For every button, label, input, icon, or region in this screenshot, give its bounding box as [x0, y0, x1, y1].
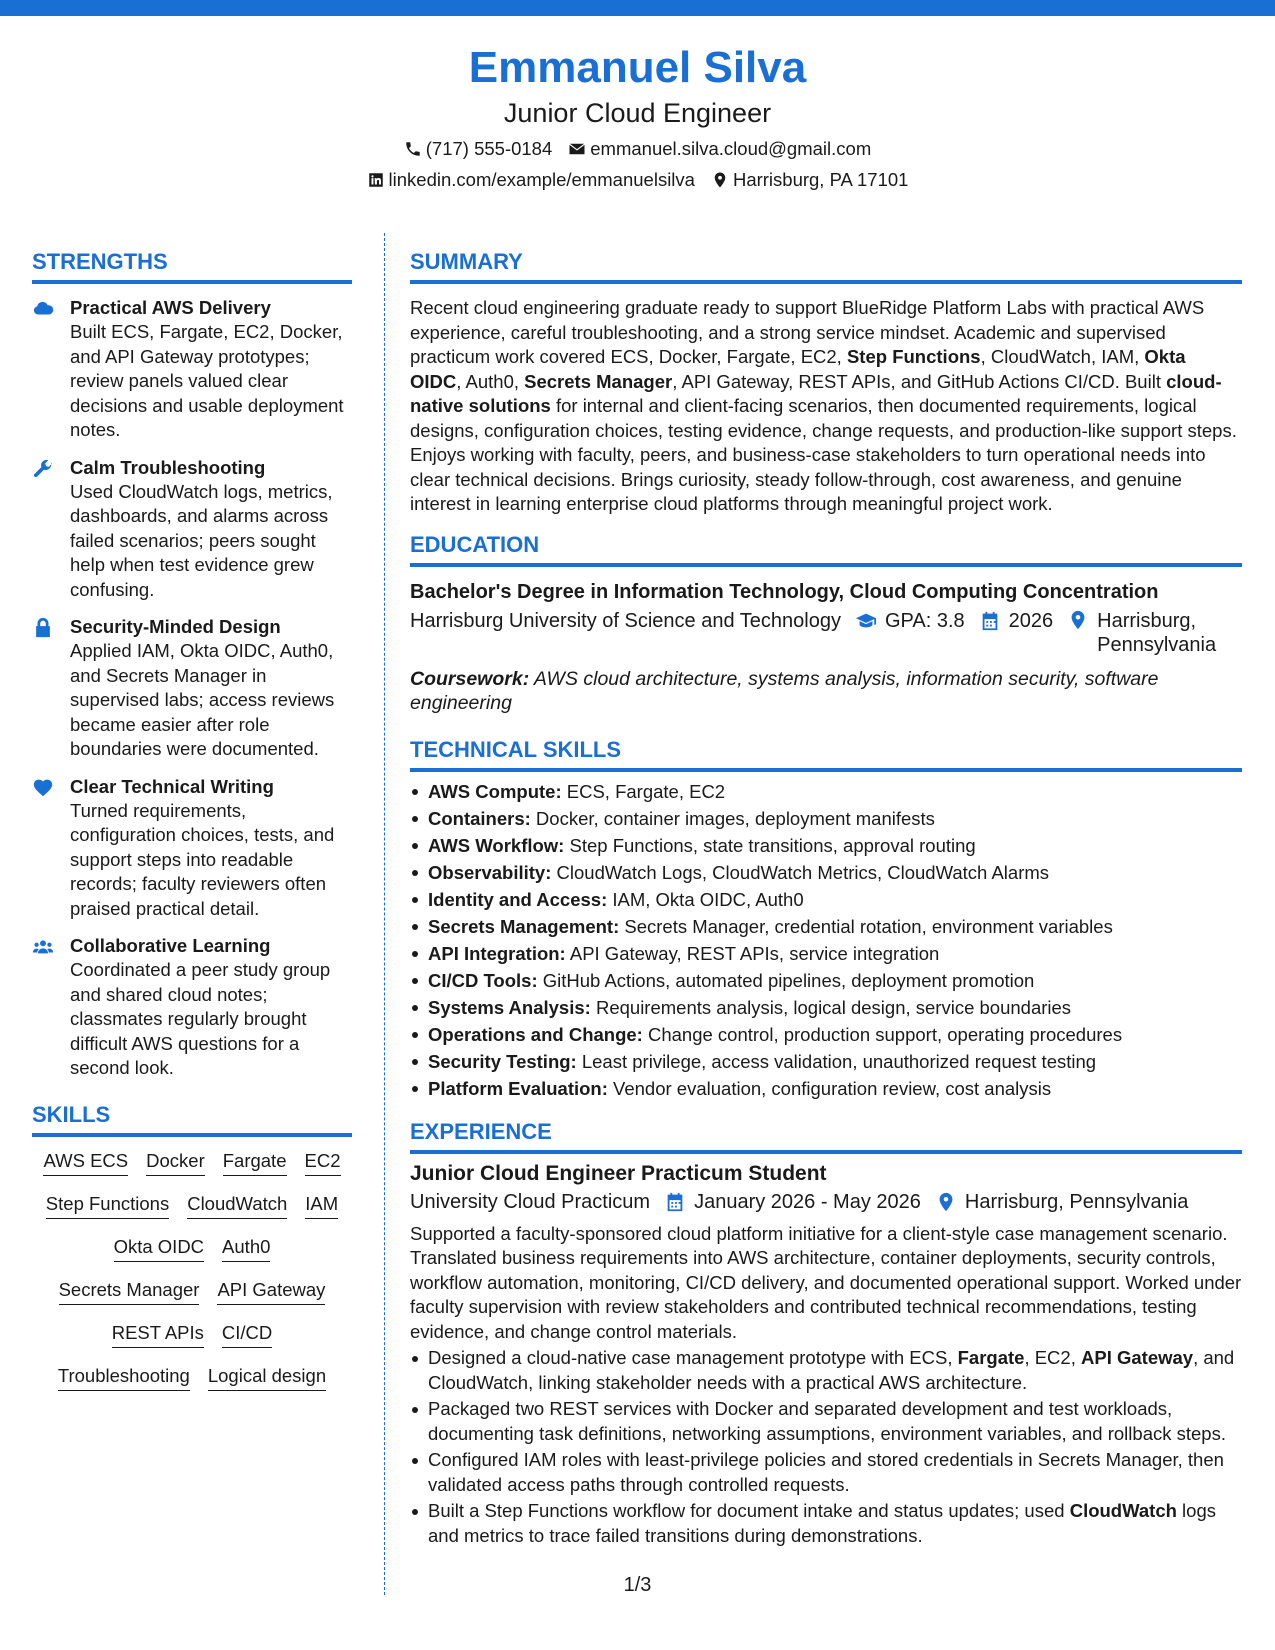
job-bullet-bold: CloudWatch [1069, 1500, 1177, 1521]
cloud-icon [32, 298, 54, 320]
skills-heading: SKILLS [32, 1101, 352, 1137]
job-bullet-text: Built a Step Functions workflow for document intake and status updates; used [428, 1500, 1070, 1521]
skill-row [32, 1364, 352, 1391]
technical-skill-label: AWS Workflow: [428, 834, 565, 856]
summary-bold: cloud-native solutions [410, 370, 1222, 416]
candidate-name: Emmanuel Silva [468, 43, 807, 92]
job-bullet-text: Configured IAM roles with least-privilege policies and stored credentials in Secrets Manager, then validated access paths through controlled requests. [428, 1449, 1224, 1495]
strength-desc: Used CloudWatch logs, metrics, dashboards, and alarms across failed scenarios; peers sought help when test evidence grew confusing. [70, 480, 333, 600]
technical-skill-value: Secrets Manager, credential rotation, environment variables [619, 915, 1113, 937]
technical-skill-item [410, 1048, 1242, 1075]
skill-tag: Logical design [208, 1364, 326, 1391]
technical-skill-label: Containers: [428, 807, 531, 829]
technical-skill-item [410, 967, 1242, 994]
experience-heading: EXPERIENCE [410, 1118, 1242, 1154]
technical-skill-label: Security Testing: [428, 1050, 577, 1072]
right-column [410, 248, 1242, 1550]
calendar-icon [664, 1191, 686, 1213]
skill-row [32, 1278, 352, 1305]
org-text: University Cloud Practicum [410, 1190, 651, 1213]
technical-skill-value: API Gateway, REST APIs, service integration [565, 942, 940, 964]
skill-tag: EC2 [305, 1149, 341, 1176]
summary-text: , CloudWatch, IAM, [980, 346, 1145, 367]
education-location-text: Harrisburg, Pennsylvania [1097, 609, 1217, 656]
school-text: Harrisburg University of Science and Technology [410, 609, 841, 632]
contact-location [711, 168, 909, 192]
technical-skill-item [410, 913, 1242, 940]
graduation-cap-icon [855, 610, 877, 632]
page-number: 1/3 [623, 1574, 652, 1596]
summary-text: , API Gateway, REST APIs, and GitHub Actions CI/CD. Built [672, 370, 1167, 392]
strength-item [32, 934, 352, 1081]
strength-item [32, 296, 352, 443]
technical-skill-label: Platform Evaluation: [428, 1077, 608, 1099]
strength-item [32, 456, 352, 603]
job-bullet-text: Designed a cloud-native case management prototype with ECS, [428, 1347, 958, 1368]
technical-skill-value: IAM, Okta OIDC, Auth0 [607, 888, 804, 910]
technical-skills-list [410, 778, 1242, 1102]
job-bullet [410, 1397, 1242, 1446]
dates-text: January 2026 - May 2026 [694, 1190, 921, 1213]
strength-desc: Built ECS, Fargate, EC2, Docker, and API Gateway prototypes; review panels valued clear decisions and usable deployment notes. [70, 321, 344, 440]
strength-title: Calm Troubleshooting [70, 456, 266, 478]
top-accent-bar [0, 0, 1275, 16]
job-bullet-bold: Fargate [957, 1347, 1025, 1368]
contact-linkedin[interactable] [367, 168, 695, 192]
skill-row [32, 1192, 352, 1219]
job-bullets [410, 1346, 1242, 1548]
technical-skill-item [410, 940, 1242, 967]
technical-skill-value: ECS, Fargate, EC2 [561, 780, 726, 802]
technical-skill-item [410, 1075, 1242, 1102]
left-column [32, 248, 352, 1407]
education-heading: EDUCATION [410, 531, 1242, 567]
technical-skill-value: Change control, production support, operating procedures [642, 1023, 1123, 1045]
education-meta [410, 609, 1242, 657]
technical-skill-value: Least privilege, access validation, unauthorized request testing [576, 1050, 1097, 1072]
resume-header [0, 40, 1275, 192]
skill-tag: Docker [146, 1149, 205, 1176]
technical-skill-item [410, 778, 1242, 805]
technical-skill-label: Secrets Management: [428, 915, 620, 937]
gpa-text: GPA: 3.8 [884, 609, 965, 632]
technical-skill-label: Operations and Change: [428, 1023, 643, 1045]
coursework [410, 667, 1242, 716]
technical-skill-item [410, 1021, 1242, 1048]
email-text: emmanuel.silva.cloud@gmail.com [590, 138, 872, 159]
skill-row [32, 1149, 352, 1176]
technical-skill-value: CloudWatch Logs, CloudWatch Metrics, CloudWatch Alarms [551, 861, 1050, 883]
technical-skill-label: API Integration: [428, 942, 566, 964]
job-bullet [410, 1448, 1242, 1497]
summary-text [410, 296, 1242, 517]
year-text: 2026 [1008, 609, 1054, 632]
strength-title: Clear Technical Writing [70, 775, 274, 797]
wrench-icon [32, 458, 54, 480]
phone-icon [404, 140, 422, 158]
job-org [410, 1190, 650, 1214]
technical-skill-item [410, 805, 1242, 832]
technical-skill-item [410, 994, 1242, 1021]
job-bullet-text: , and CloudWatch, linking stakeholder needs with a practical AWS architecture. [428, 1347, 1235, 1393]
technical-skill-value: Docker, container images, deployment manifests [530, 807, 935, 829]
technical-skill-item [410, 832, 1242, 859]
summary-text: Recent cloud engineering graduate ready to support BlueRidge Platform Labs with practical AWS experience, careful troubleshooting, and a strong service mindset. Academic and supervised practicum work covered ECS, Docker, Fargate, EC2, [410, 297, 1205, 367]
calendar-icon [979, 610, 1001, 632]
technical-skill-label: Observability: [428, 861, 552, 883]
technical-skill-label: Systems Analysis: [428, 996, 591, 1018]
strength-title: Security-Minded Design [70, 616, 281, 637]
contact-row-1 [0, 137, 1275, 161]
heart-icon [32, 777, 54, 799]
job-bullet-text: , EC2, [1024, 1347, 1081, 1368]
linkedin-icon [367, 171, 385, 189]
school-name [410, 609, 841, 633]
summary-heading: SUMMARY [410, 248, 1242, 284]
contact-row-2 [0, 168, 1275, 192]
summary-text: , Auth0, [456, 370, 525, 392]
location-text: Harrisburg, PA 17101 [732, 169, 909, 190]
technical-skill-value: Vendor evaluation, configuration review, cost analysis [607, 1077, 1052, 1099]
users-icon [32, 936, 54, 958]
strength-desc: Turned requirements, configuration choices, tests, and support steps into readable records; faculty reviewers often praised practical detail. [70, 799, 335, 919]
skill-tag: Okta OIDC [114, 1235, 204, 1262]
map-pin-icon [1067, 609, 1089, 631]
linkedin-text: linkedin.com/example/emmanuelsilva [388, 169, 695, 190]
summary-bold: Secrets Manager [524, 370, 673, 392]
strength-item [32, 615, 352, 762]
technical-skill-label: AWS Compute: [428, 780, 562, 802]
job-bullet-text: logs and metrics to trace failed transitions during demonstrations. [428, 1500, 1216, 1546]
technical-skill-value: GitHub Actions, automated pipelines, deployment promotion [537, 969, 1035, 991]
coursework-label: Coursework: [410, 667, 530, 690]
skill-tag: Auth0 [222, 1235, 270, 1262]
strength-item [32, 775, 352, 922]
skill-tag: CI/CD [222, 1321, 272, 1348]
skill-tag: Secrets Manager [59, 1278, 200, 1305]
summary-bold: Step Functions [846, 346, 981, 367]
technical-skill-value: Step Functions, state transitions, approval routing [564, 834, 976, 856]
skill-tag: API Gateway [217, 1278, 325, 1305]
summary-bold: Okta OIDC [410, 346, 1186, 392]
technical-skill-item [410, 886, 1242, 913]
strength-desc: Coordinated a peer study group and shared cloud notes; classmates regularly brought difficult AWS questions for a second look. [70, 959, 331, 1078]
skill-tag: IAM [305, 1192, 338, 1219]
contact-email[interactable] [568, 137, 871, 161]
candidate-title: Junior Cloud Engineer [503, 98, 772, 128]
strength-desc: Applied IAM, Okta OIDC, Auth0, and Secrets Manager in supervised labs; access reviews became easier after role boundaries were documented. [70, 640, 335, 759]
skill-tag: REST APIs [112, 1321, 204, 1348]
skill-tag: Step Functions [46, 1192, 169, 1219]
technical-skills-heading: TECHNICAL SKILLS [410, 736, 1242, 772]
degree-title: Bachelor's Degree in Information Technology, Cloud Computing Concentration [410, 580, 1159, 603]
job-location [935, 1190, 1188, 1214]
map-pin-icon [935, 1191, 957, 1213]
job-bullet-text: Packaged two REST services with Docker and separated development and test workloads, documenting task definitions, networking assumptions, environment variables, and rollback steps. [428, 1398, 1226, 1444]
job-summary: Supported a faculty-sponsored cloud platform initiative for a client-style case management scenario. Translated business requirements into AWS architecture, container deployments, security controls, workflow automation, monitoring, CI/CD delivery, and documented operational support. Worked under faculty supervision with review stakeholders and contributed technical recommendations, testing evidence, and change control materials. [410, 1222, 1242, 1342]
column-divider [384, 233, 385, 1595]
skill-tag: AWS ECS [43, 1149, 128, 1176]
map-pin-icon [711, 171, 729, 189]
job-bullet [410, 1346, 1242, 1395]
job-bullet [410, 1499, 1242, 1548]
skill-tag: CloudWatch [187, 1192, 287, 1219]
gpa [855, 609, 965, 633]
job-meta [410, 1190, 1242, 1214]
lock-icon [32, 617, 54, 639]
technical-skill-label: Identity and Access: [428, 888, 608, 910]
skill-tag: Fargate [223, 1149, 287, 1176]
phone-text: (717) 555-0184 [425, 138, 553, 159]
skill-tag-cloud [32, 1149, 352, 1391]
skill-row [32, 1235, 352, 1262]
education-location [1067, 609, 1222, 657]
technical-skill-item [410, 859, 1242, 886]
strength-title: Collaborative Learning [70, 935, 271, 956]
grad-year [979, 609, 1054, 633]
coursework-text: AWS cloud architecture, systems analysis, information security, software engineering [410, 667, 1159, 714]
skill-tag: Troubleshooting [58, 1364, 190, 1391]
summary-text: for internal and client-facing scenarios, then documented requirements, logical designs, configuration choices, testing evidence, change requests, and production-like support steps. Enjoys working with faculty, peers, and business-case stakeholders to turn operational needs into clear technical decisions. Brings curiosity, steady follow-through, cost awareness, and genuine interest in learning enterprise cloud platforms through meaningful project work. [410, 395, 1237, 514]
technical-skill-label: CI/CD Tools: [428, 969, 538, 991]
job-bullet-bold: API Gateway [1081, 1347, 1194, 1368]
skill-row [32, 1321, 352, 1348]
job-dates [664, 1190, 921, 1214]
strength-title: Practical AWS Delivery [70, 297, 271, 318]
contact-phone[interactable] [404, 137, 553, 161]
job-location-text: Harrisburg, Pennsylvania [964, 1190, 1189, 1213]
strengths-heading: STRENGTHS [32, 248, 352, 284]
technical-skill-value: Requirements analysis, logical design, service boundaries [590, 996, 1072, 1018]
job-title: Junior Cloud Engineer Practicum Student [410, 1161, 827, 1185]
envelope-icon [568, 140, 586, 158]
